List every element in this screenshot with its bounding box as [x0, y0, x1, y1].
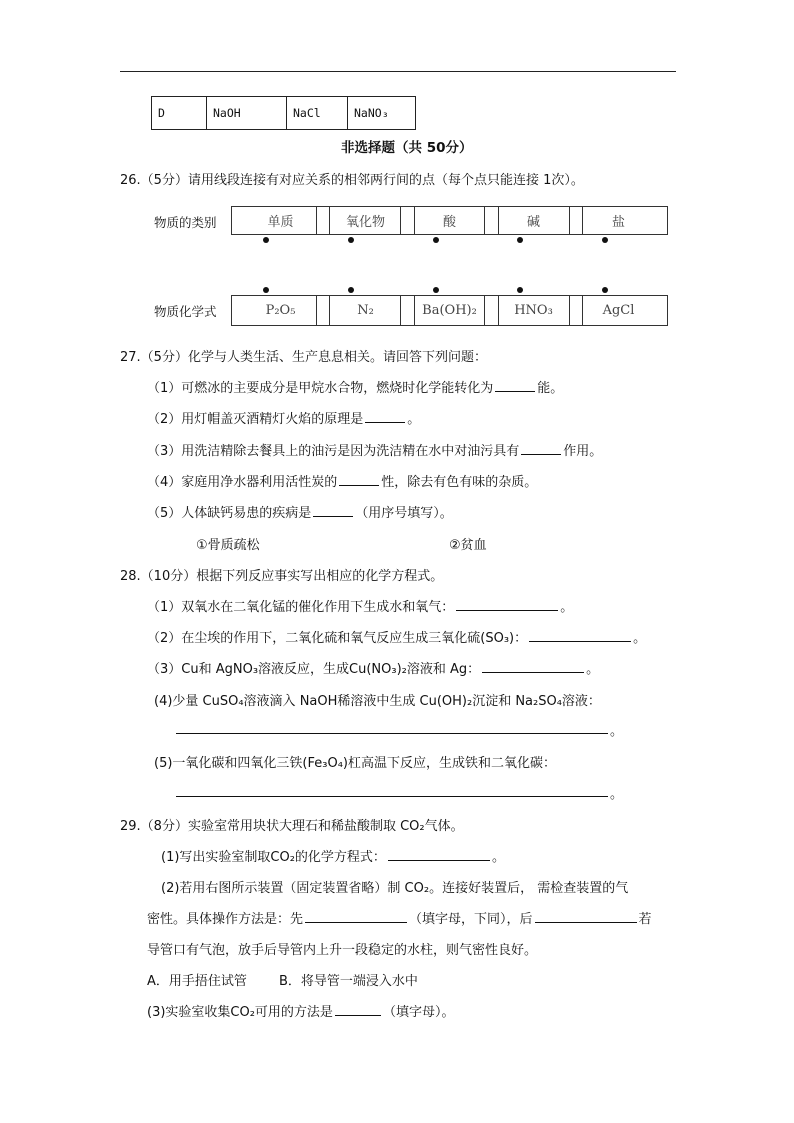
- row-label-category: 物质的类别: [154, 215, 217, 230]
- item-text: （3）用洗洁精除去餐具上的油污是因为洗洁精在水中对油污具有: [147, 444, 520, 459]
- period: 。: [610, 724, 624, 739]
- table-cell: NaNO₃: [348, 97, 416, 130]
- connect-dot[interactable]: [433, 287, 439, 293]
- item-text: （1）双氧水在二氧化锰的催化作用下生成水和氧气：: [147, 600, 455, 615]
- item-text: （填字母）。: [382, 1005, 455, 1020]
- formula-box: Ba(OH)₂: [400, 295, 499, 326]
- category-box: 单质: [231, 206, 330, 235]
- answer-line[interactable]: [176, 796, 608, 797]
- answer-blank[interactable]: [482, 660, 584, 673]
- item-text: 。: [407, 412, 421, 427]
- item-text: 能。: [537, 381, 564, 396]
- category-box: 盐: [569, 206, 668, 235]
- item-text: 若: [638, 912, 652, 927]
- item-text: (3)实验室收集CO₂可用的方法是: [147, 1005, 333, 1020]
- item-text: 。: [491, 850, 505, 865]
- connect-dot[interactable]: [517, 287, 523, 293]
- q29-item-3: [147, 1001, 454, 1020]
- q29-item-2-line2: [147, 908, 652, 927]
- table-cell: D: [152, 97, 207, 130]
- q28-item-2: [147, 627, 646, 646]
- answer-blank[interactable]: [313, 504, 353, 517]
- q29-item-1: [161, 846, 505, 865]
- item-text: 。: [560, 600, 574, 615]
- header-rule: [120, 71, 676, 72]
- formula-box: AgCl: [569, 295, 668, 326]
- q28-stem: 28.（10分）根据下列反应事实写出相应的化学方程式。: [120, 569, 444, 584]
- q28-item-3: [147, 658, 599, 677]
- q27-item-4: [147, 471, 537, 490]
- item-text: 作用。: [563, 444, 603, 459]
- row-label-formula: 物质化学式: [154, 304, 217, 319]
- connect-dot[interactable]: [517, 237, 523, 243]
- formula-box: HNO₃: [484, 295, 583, 326]
- item-text: （用序号填写）。: [355, 506, 453, 521]
- q27-stem: 27.（5分）化学与人类生活、生产息息相关。请回答下列问题：: [120, 350, 487, 365]
- formula-box: P₂O₅: [231, 295, 330, 326]
- answer-line[interactable]: [176, 733, 608, 734]
- answer-blank[interactable]: [335, 1003, 381, 1016]
- item-text: （2）用灯帽盖灭酒精灯火焰的原理是: [147, 412, 364, 427]
- q28-item-5: (5)一氧化碳和四氧化三铁(Fe₃O₄)杠高温下反应，生成铁和二氧化碳：: [154, 756, 556, 771]
- item-text: （5）人体缺钙易患的疾病是: [147, 506, 312, 521]
- q27-item-3: [147, 440, 602, 459]
- item-text: 密性。具体操作方法是：先: [147, 912, 304, 927]
- q26-stem: 26.（5分）请用线段连接有对应关系的相邻两行间的点（每个点只能连接 1次）。: [120, 173, 584, 188]
- period: 。: [610, 787, 624, 802]
- option-b: B．将导管一端浸入水中: [279, 974, 418, 989]
- answer-blank[interactable]: [521, 442, 561, 455]
- q29-stem: 29.（8分）实验室常用块状大理石和稀盐酸制取 CO₂气体。: [120, 819, 464, 834]
- item-text: 性，除去有色有味的杂质。: [381, 475, 538, 490]
- connect-dot[interactable]: [263, 287, 269, 293]
- item-text: （填字母，下同），后: [409, 912, 533, 927]
- item-text: （4）家庭用净水器利用活性炭的: [147, 475, 338, 490]
- connect-dot[interactable]: [348, 287, 354, 293]
- item-text: (1)写出实验室制取CO₂的化学方程式：: [161, 850, 386, 865]
- q29-item-2-line1: (2)若用右图所示装置（固定装置省略）制 CO₂。连接好装置后， 需检查装置的气: [161, 881, 629, 896]
- q29-item-2-line3: 导管口有气泡，放手后导管内上升一段稳定的水柱，则气密性良好。: [147, 943, 538, 958]
- answer-blank[interactable]: [388, 848, 490, 861]
- answer-blank[interactable]: [495, 379, 535, 392]
- connect-dot[interactable]: [602, 237, 608, 243]
- item-text: 。: [586, 662, 600, 677]
- category-box: 碱: [484, 206, 583, 235]
- answer-blank[interactable]: [339, 473, 379, 486]
- connect-dot[interactable]: [263, 237, 269, 243]
- q27-item-5: [147, 502, 453, 521]
- item-text: （2）在尘埃的作用下，二氧化硫和氧气反应生成三氧化硫(SO₃)：: [147, 631, 528, 646]
- option-a: A．用手捂住试管: [147, 974, 247, 989]
- category-box: 氧化物: [316, 206, 415, 235]
- connect-dot[interactable]: [433, 237, 439, 243]
- option-1: ①骨质疏松: [196, 538, 260, 553]
- answer-blank[interactable]: [535, 910, 637, 923]
- item-text: （3）Cu和 AgNO₃溶液反应，生成Cu(NO₃)₂溶液和 Ag：: [147, 662, 481, 677]
- category-box: 酸: [400, 206, 499, 235]
- formula-box: N₂: [316, 295, 415, 326]
- q27-item-1: [147, 377, 563, 396]
- item-text: （1）可燃冰的主要成分是甲烷水合物，燃烧时化学能转化为: [147, 381, 494, 396]
- table-cell: NaOH: [207, 97, 287, 130]
- connect-dot[interactable]: [348, 237, 354, 243]
- q28-item-4: (4)少量 CuSO₄溶液滴入 NaOH稀溶液中生成 Cu(OH)₂沉淀和 Na₂SO₄溶液：: [154, 694, 601, 709]
- answer-blank[interactable]: [456, 598, 558, 611]
- q27-item-2: [147, 408, 420, 427]
- section-title: 非选择题（共 50分）: [341, 140, 473, 156]
- q28-item-1: [147, 596, 573, 615]
- answer-blank[interactable]: [365, 410, 405, 423]
- table-cell: NaCl: [287, 97, 348, 130]
- answer-table: [151, 96, 416, 130]
- table-row: [152, 97, 416, 130]
- answer-blank[interactable]: [305, 910, 407, 923]
- item-text: 。: [633, 631, 647, 646]
- connect-dot[interactable]: [602, 287, 608, 293]
- answer-blank[interactable]: [529, 629, 631, 642]
- option-2: ②贫血: [449, 538, 487, 553]
